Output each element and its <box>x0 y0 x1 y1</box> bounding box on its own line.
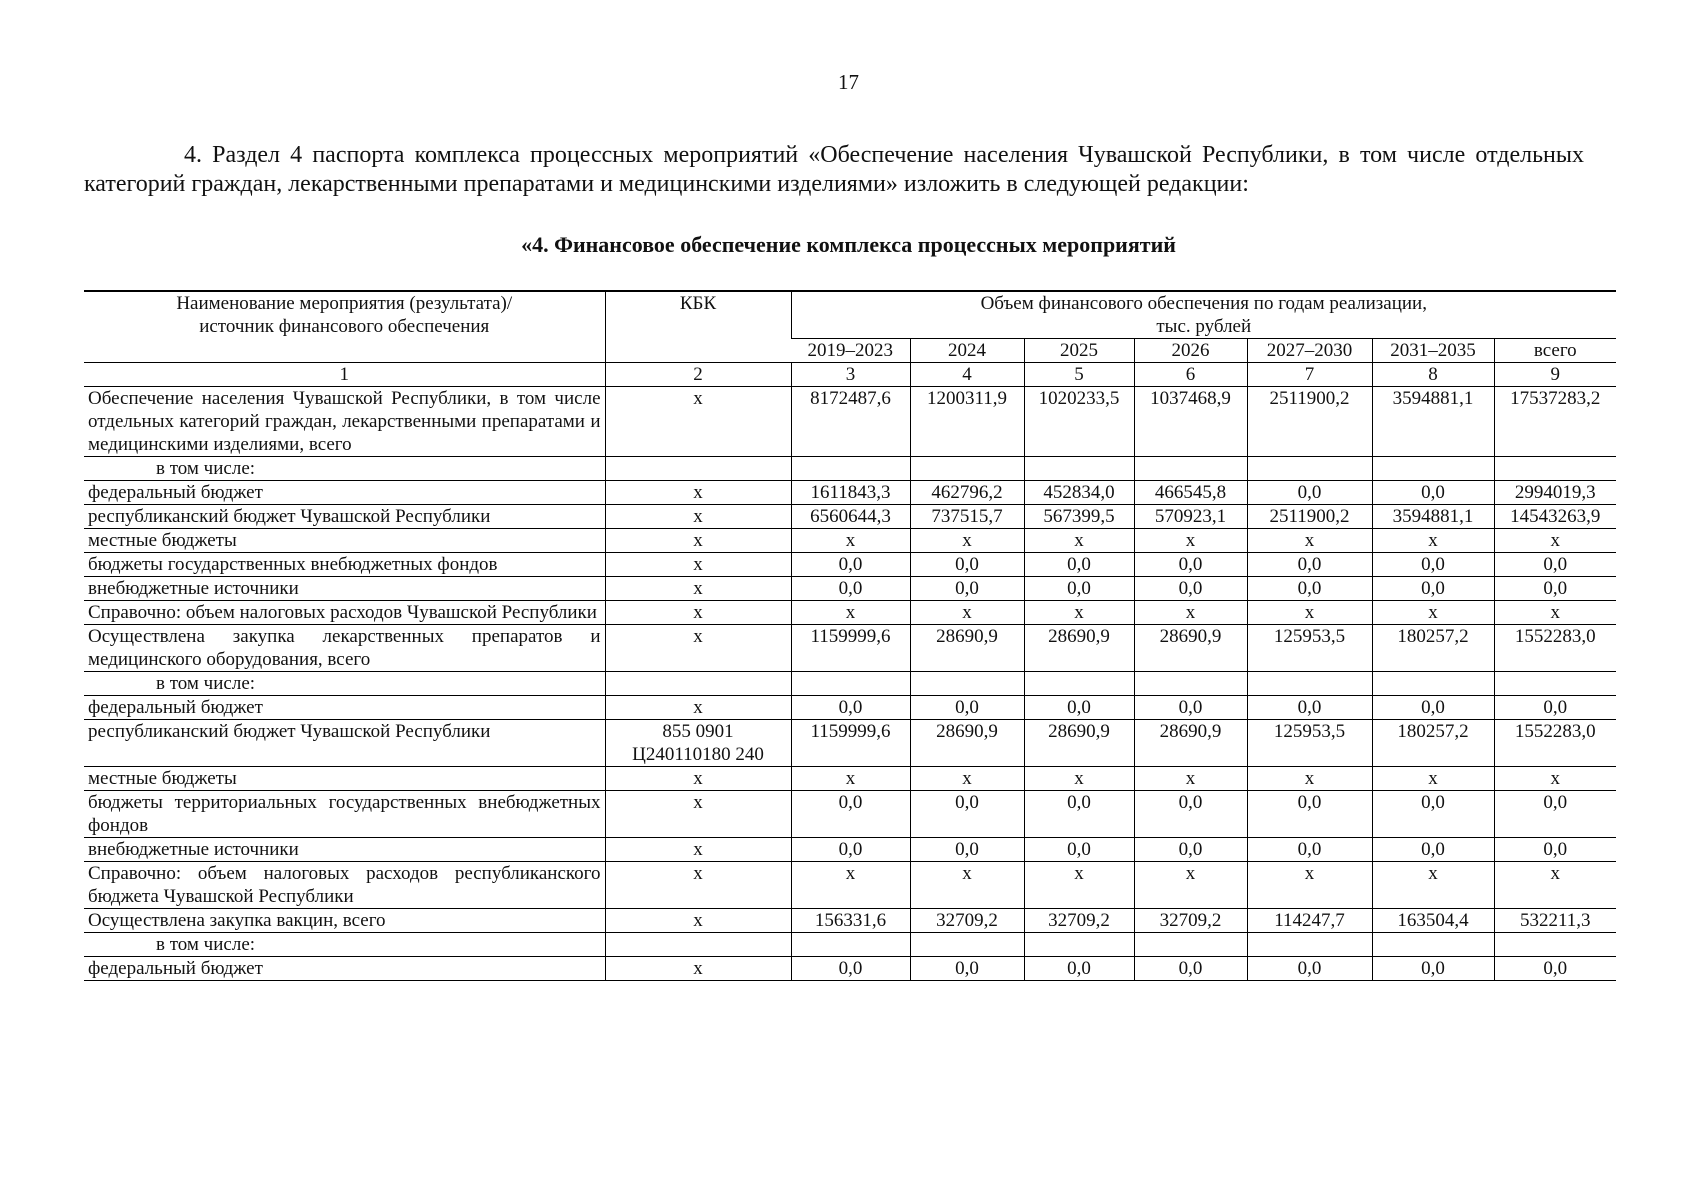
header-kbk: КБК <box>605 291 791 363</box>
row-value: х <box>1372 767 1494 791</box>
year-header: 2031–2035 <box>1372 339 1494 363</box>
row-value: 0,0 <box>791 696 910 720</box>
year-header: 2019–2023 <box>791 339 910 363</box>
row-value <box>791 933 910 957</box>
row-name: федеральный бюджет <box>84 481 605 505</box>
row-kbk: х <box>605 838 791 862</box>
section-title: «4. Финансовое обеспечение комплекса процессных мероприятий <box>521 232 1176 257</box>
row-kbk <box>605 933 791 957</box>
row-name: республиканский бюджет Чувашской Республики <box>84 720 605 767</box>
row-kbk: х <box>605 481 791 505</box>
row-value <box>1024 457 1134 481</box>
row-value <box>1372 457 1494 481</box>
page-number: 17 <box>838 70 859 94</box>
row-value: 0,0 <box>1372 957 1494 981</box>
row-value: 1611843,3 <box>791 481 910 505</box>
table-row <box>84 767 1616 791</box>
row-value: х <box>791 529 910 553</box>
row-name: Справочно: объем налоговых расходов Чувашской Республики <box>84 601 605 625</box>
row-value: 0,0 <box>1247 838 1372 862</box>
row-value: 28690,9 <box>910 720 1024 767</box>
row-name: бюджеты территориальных государственных внебюджетных фондов <box>84 791 605 838</box>
column-number: 2 <box>605 363 791 387</box>
row-value: 28690,9 <box>1024 720 1134 767</box>
row-value: 0,0 <box>1494 553 1616 577</box>
row-kbk: х <box>605 505 791 529</box>
table-row <box>84 720 1616 767</box>
row-value <box>1494 933 1616 957</box>
intro-text: 4. Раздел 4 паспорта комплекса процессных мероприятий «Обеспечение населения Чувашской Республики, в том числе отдельных категорий граждан, лекарственными препаратами и медицинскими изделиями» изложить в следующей редакции: <box>84 142 1584 197</box>
row-value: 114247,7 <box>1247 909 1372 933</box>
row-name: Обеспечение населения Чувашской Республики, в том числе отдельных категорий граждан, лекарственными препаратами и медицинскими изделиями, всего <box>84 387 605 457</box>
row-value: 0,0 <box>1372 791 1494 838</box>
row-value: 0,0 <box>1247 481 1372 505</box>
row-value <box>1024 933 1134 957</box>
row-value: х <box>910 767 1024 791</box>
row-value <box>1247 457 1372 481</box>
row-value <box>1372 672 1494 696</box>
row-value: х <box>910 862 1024 909</box>
row-value <box>1247 933 1372 957</box>
row-name: внебюджетные источники <box>84 577 605 601</box>
row-value: х <box>910 601 1024 625</box>
row-value: 0,0 <box>1494 696 1616 720</box>
row-value: 8172487,6 <box>791 387 910 457</box>
column-number: 5 <box>1024 363 1134 387</box>
row-kbk: х <box>605 909 791 933</box>
row-value: 0,0 <box>1134 791 1247 838</box>
row-name: федеральный бюджет <box>84 696 605 720</box>
row-kbk: х <box>605 387 791 457</box>
column-number: 6 <box>1134 363 1247 387</box>
year-header: 2025 <box>1024 339 1134 363</box>
row-value: 466545,8 <box>1134 481 1247 505</box>
row-value: 1552283,0 <box>1494 720 1616 767</box>
row-value <box>910 672 1024 696</box>
row-value: 0,0 <box>1247 791 1372 838</box>
row-value <box>1494 672 1616 696</box>
row-value: 0,0 <box>791 957 910 981</box>
row-name: в том числе: <box>84 672 605 696</box>
year-header: 2027–2030 <box>1247 339 1372 363</box>
row-kbk: х <box>605 601 791 625</box>
row-value: 0,0 <box>1494 577 1616 601</box>
row-name: республиканский бюджет Чувашской Республики <box>84 505 605 529</box>
finance-table <box>84 290 1616 981</box>
row-value: х <box>1372 862 1494 909</box>
row-value: 0,0 <box>1494 791 1616 838</box>
row-value: х <box>1247 862 1372 909</box>
row-value: 0,0 <box>1024 957 1134 981</box>
row-value: 180257,2 <box>1372 625 1494 672</box>
row-value: 0,0 <box>1024 791 1134 838</box>
year-header: 2024 <box>910 339 1024 363</box>
table-row <box>84 696 1616 720</box>
row-value: 3594881,1 <box>1372 387 1494 457</box>
row-value: 2511900,2 <box>1247 387 1372 457</box>
row-value: 28690,9 <box>1134 625 1247 672</box>
table-row <box>84 791 1616 838</box>
row-value: х <box>1494 529 1616 553</box>
row-value: 0,0 <box>1024 577 1134 601</box>
row-value: 0,0 <box>1134 577 1247 601</box>
row-value: 0,0 <box>791 838 910 862</box>
table-row <box>84 909 1616 933</box>
row-value: 0,0 <box>1134 838 1247 862</box>
row-value: 156331,6 <box>791 909 910 933</box>
row-value: 0,0 <box>1372 553 1494 577</box>
table-row <box>84 577 1616 601</box>
table-row <box>84 457 1616 481</box>
row-value: 0,0 <box>1494 838 1616 862</box>
table-row <box>84 529 1616 553</box>
row-value: 14543263,9 <box>1494 505 1616 529</box>
row-name: Осуществлена закупка лекарственных препаратов и медицинского оборудования, всего <box>84 625 605 672</box>
row-value: 462796,2 <box>910 481 1024 505</box>
table-row <box>84 481 1616 505</box>
row-value: х <box>910 529 1024 553</box>
row-value: 28690,9 <box>1024 625 1134 672</box>
row-value: 125953,5 <box>1247 625 1372 672</box>
row-value: х <box>1134 767 1247 791</box>
row-value: 1020233,5 <box>1024 387 1134 457</box>
row-kbk: х <box>605 625 791 672</box>
row-value: х <box>791 601 910 625</box>
row-value: х <box>1247 601 1372 625</box>
row-value: 2511900,2 <box>1247 505 1372 529</box>
row-value: х <box>1134 529 1247 553</box>
row-value: 180257,2 <box>1372 720 1494 767</box>
column-number: 7 <box>1247 363 1372 387</box>
row-kbk <box>605 457 791 481</box>
row-kbk: х <box>605 862 791 909</box>
row-value: х <box>791 862 910 909</box>
row-kbk: х <box>605 767 791 791</box>
row-value: 28690,9 <box>1134 720 1247 767</box>
row-value: 0,0 <box>1134 553 1247 577</box>
row-value: 0,0 <box>791 577 910 601</box>
row-value: х <box>1134 601 1247 625</box>
col-numbers-row <box>84 363 1616 387</box>
row-name: местные бюджеты <box>84 529 605 553</box>
row-value: 0,0 <box>1372 696 1494 720</box>
row-value <box>1372 933 1494 957</box>
row-value <box>1247 672 1372 696</box>
row-value: 0,0 <box>1247 696 1372 720</box>
row-value: х <box>1372 601 1494 625</box>
row-value: 0,0 <box>1134 696 1247 720</box>
row-value: 0,0 <box>1247 553 1372 577</box>
row-value: 0,0 <box>791 791 910 838</box>
header-volume: Объем финансового обеспечения по годам реализации, тыс. рублей <box>791 291 1616 339</box>
row-value: 0,0 <box>910 553 1024 577</box>
row-value: 0,0 <box>910 696 1024 720</box>
row-kbk: х <box>605 553 791 577</box>
row-value: 0,0 <box>1024 838 1134 862</box>
row-value: 3594881,1 <box>1372 505 1494 529</box>
row-value: х <box>1372 529 1494 553</box>
row-value: 0,0 <box>1372 481 1494 505</box>
column-number: 4 <box>910 363 1024 387</box>
row-name: в том числе: <box>84 457 605 481</box>
row-value: х <box>1024 601 1134 625</box>
row-name: местные бюджеты <box>84 767 605 791</box>
row-value: 0,0 <box>1247 577 1372 601</box>
row-value: 0,0 <box>1024 696 1134 720</box>
row-value: 32709,2 <box>910 909 1024 933</box>
table-row <box>84 672 1616 696</box>
row-kbk <box>605 672 791 696</box>
row-value: 737515,7 <box>910 505 1024 529</box>
row-value: х <box>1024 767 1134 791</box>
row-value: 0,0 <box>1024 553 1134 577</box>
row-value: 1159999,6 <box>791 720 910 767</box>
row-value: 0,0 <box>1372 838 1494 862</box>
row-value: 125953,5 <box>1247 720 1372 767</box>
row-value <box>910 457 1024 481</box>
row-value: 567399,5 <box>1024 505 1134 529</box>
row-value: 0,0 <box>1134 957 1247 981</box>
row-value: 32709,2 <box>1134 909 1247 933</box>
row-value: 0,0 <box>910 577 1024 601</box>
row-value: 0,0 <box>1247 957 1372 981</box>
row-name: внебюджетные источники <box>84 838 605 862</box>
row-value: 1159999,6 <box>791 625 910 672</box>
table-row <box>84 933 1616 957</box>
row-value: 32709,2 <box>1024 909 1134 933</box>
row-name: бюджеты государственных внебюджетных фондов <box>84 553 605 577</box>
table-row <box>84 625 1616 672</box>
row-name: федеральный бюджет <box>84 957 605 981</box>
row-value <box>791 672 910 696</box>
year-header: всего <box>1494 339 1616 363</box>
row-value: 17537283,2 <box>1494 387 1616 457</box>
row-kbk: х <box>605 957 791 981</box>
row-value <box>1134 457 1247 481</box>
row-value: х <box>1247 529 1372 553</box>
row-value: 0,0 <box>1494 957 1616 981</box>
row-value: х <box>1024 862 1134 909</box>
table-body <box>84 387 1616 981</box>
column-number: 8 <box>1372 363 1494 387</box>
row-value: х <box>1247 767 1372 791</box>
row-value: х <box>1494 862 1616 909</box>
row-value: 163504,4 <box>1372 909 1494 933</box>
row-value: 0,0 <box>910 791 1024 838</box>
column-number: 9 <box>1494 363 1616 387</box>
table-row <box>84 838 1616 862</box>
row-value: х <box>1024 529 1134 553</box>
row-kbk: х <box>605 696 791 720</box>
row-kbk: х <box>605 791 791 838</box>
row-value: 1037468,9 <box>1134 387 1247 457</box>
table-row <box>84 957 1616 981</box>
header-name: Наименование мероприятия (результата)/ источник финансового обеспечения <box>84 291 605 363</box>
row-value: 28690,9 <box>910 625 1024 672</box>
row-value: х <box>1134 862 1247 909</box>
row-value: 1552283,0 <box>1494 625 1616 672</box>
row-value: 452834,0 <box>1024 481 1134 505</box>
year-header: 2026 <box>1134 339 1247 363</box>
row-value: 0,0 <box>910 957 1024 981</box>
table-row <box>84 601 1616 625</box>
row-value <box>910 933 1024 957</box>
row-kbk: х <box>605 577 791 601</box>
row-value: 0,0 <box>791 553 910 577</box>
table-row <box>84 387 1616 457</box>
row-value <box>1134 672 1247 696</box>
row-value: 6560644,3 <box>791 505 910 529</box>
row-value <box>1024 672 1134 696</box>
table-row <box>84 862 1616 909</box>
row-kbk: 855 0901 Ц240110180 240 <box>605 720 791 767</box>
row-value: 1200311,9 <box>910 387 1024 457</box>
row-value: 0,0 <box>1372 577 1494 601</box>
row-value <box>1494 457 1616 481</box>
row-value: 532211,3 <box>1494 909 1616 933</box>
row-value: 2994019,3 <box>1494 481 1616 505</box>
row-value: х <box>1494 767 1616 791</box>
table-row <box>84 505 1616 529</box>
intro-paragraph <box>84 141 1584 199</box>
column-number: 1 <box>84 363 605 387</box>
row-name: Справочно: объем налоговых расходов республиканского бюджета Чувашской Республики <box>84 862 605 909</box>
row-value: х <box>791 767 910 791</box>
column-number: 3 <box>791 363 910 387</box>
row-value: 570923,1 <box>1134 505 1247 529</box>
row-value <box>1134 933 1247 957</box>
table-row <box>84 553 1616 577</box>
row-name: Осуществлена закупка вакцин, всего <box>84 909 605 933</box>
table-head <box>84 291 1616 387</box>
row-value: х <box>1494 601 1616 625</box>
row-value <box>791 457 910 481</box>
row-kbk: х <box>605 529 791 553</box>
row-value: 0,0 <box>910 838 1024 862</box>
row-name: в том числе: <box>84 933 605 957</box>
